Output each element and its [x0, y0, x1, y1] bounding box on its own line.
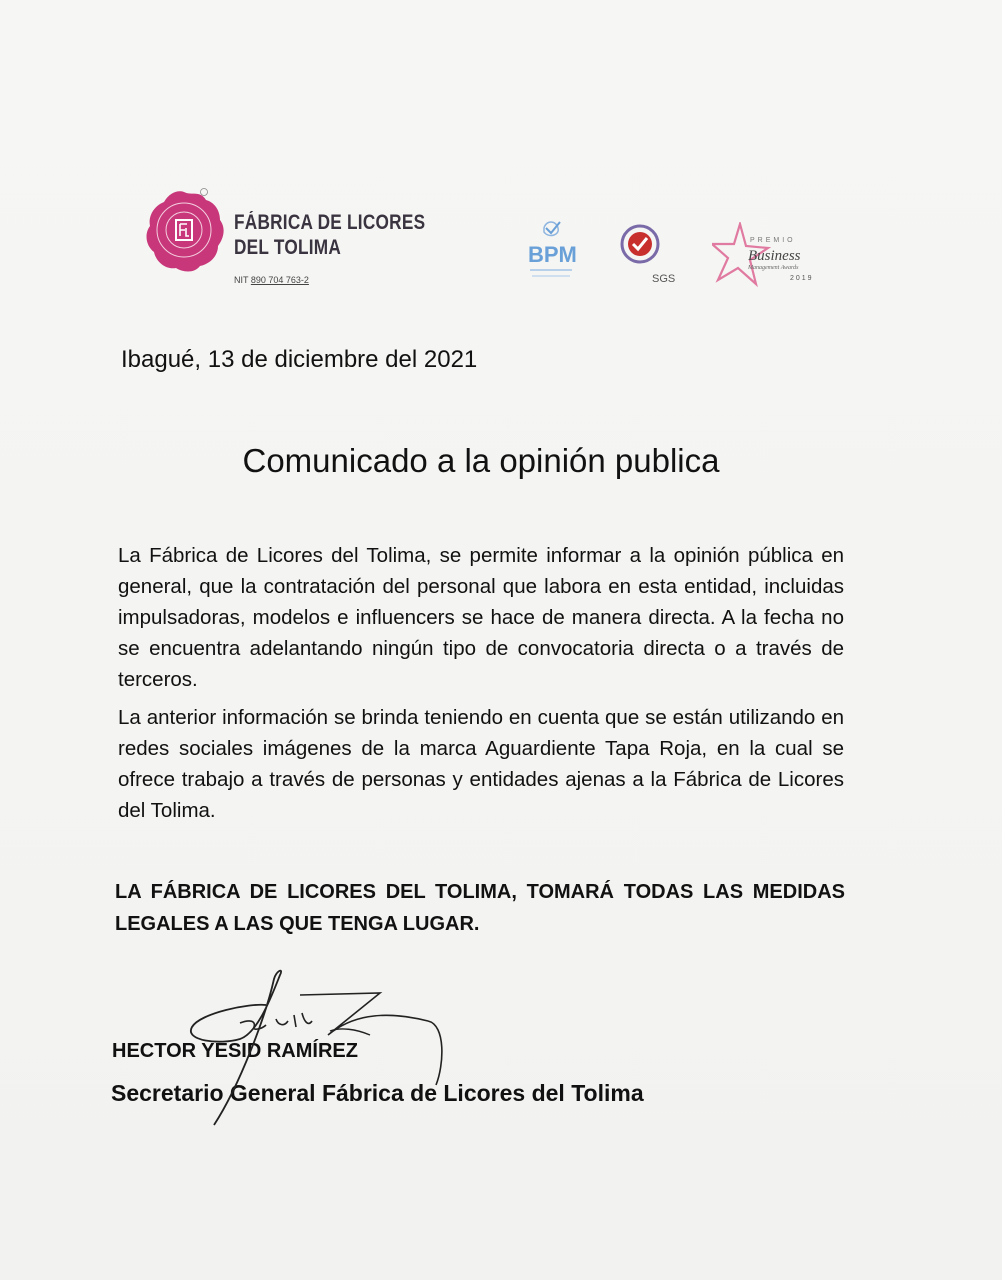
- signatory-name: HECTOR YESID RAMÍREZ: [112, 1040, 358, 1062]
- bpm-certification-logo: [526, 218, 582, 288]
- org-name-line1: FÁBRICA DE LICORES: [234, 211, 426, 234]
- legal-warning: LA FÁBRICA DE LICORES DEL TOLIMA, TOMARÁ TODAS LAS MEDIDAS LEGALES A LAS QUE TENGA LUGAR.: [115, 881, 845, 935]
- letter-title-text: Comunicado a la opinión publica: [242, 442, 720, 479]
- nit-label: NIT: [234, 275, 249, 285]
- award-year: 2019: [790, 275, 814, 282]
- bpm-text: BPM: [528, 242, 577, 267]
- award-sub: Management Awards: [748, 265, 799, 271]
- letter-title: [0, 442, 1002, 480]
- sgs-certification-logo: [618, 220, 676, 286]
- organization-name: [234, 210, 425, 260]
- paragraph-1: La Fábrica de Licores del Tolima, se permite informar a la opinión pública en general, que la contratación del personal que labora en esta entidad, incluidas impulsadoras, modelos e influencers se hace de manera directa. A la fecha no se encuentra adelantando ningún tipo de convocatoria directa o a través de terceros.: [118, 544, 844, 691]
- business-award-logo: [712, 222, 822, 288]
- org-name-line2: DEL TOLIMA: [234, 236, 342, 259]
- award-premio: PREMIO: [750, 237, 796, 244]
- signatory-role: Secretario General Fábrica de Licores del Tolima: [111, 1080, 644, 1106]
- sgs-text: SGS: [652, 273, 676, 285]
- org-nit: [234, 275, 309, 285]
- award-business: Business: [748, 248, 801, 264]
- paragraph-2: La anterior información se brinda teniendo en cuenta que se están utilizando en redes sociales imágenes de la marca Aguardiente Tapa Roja, en la cual se ofrece trabajo a través de personas y entidades ajenas a la Fábrica de Licores del Tolima.: [118, 706, 844, 822]
- company-seal-logo: [142, 186, 226, 274]
- letter-date: Ibagué, 13 de diciembre del 2021: [121, 346, 478, 373]
- nit-value: 890 704 763-2: [250, 275, 309, 285]
